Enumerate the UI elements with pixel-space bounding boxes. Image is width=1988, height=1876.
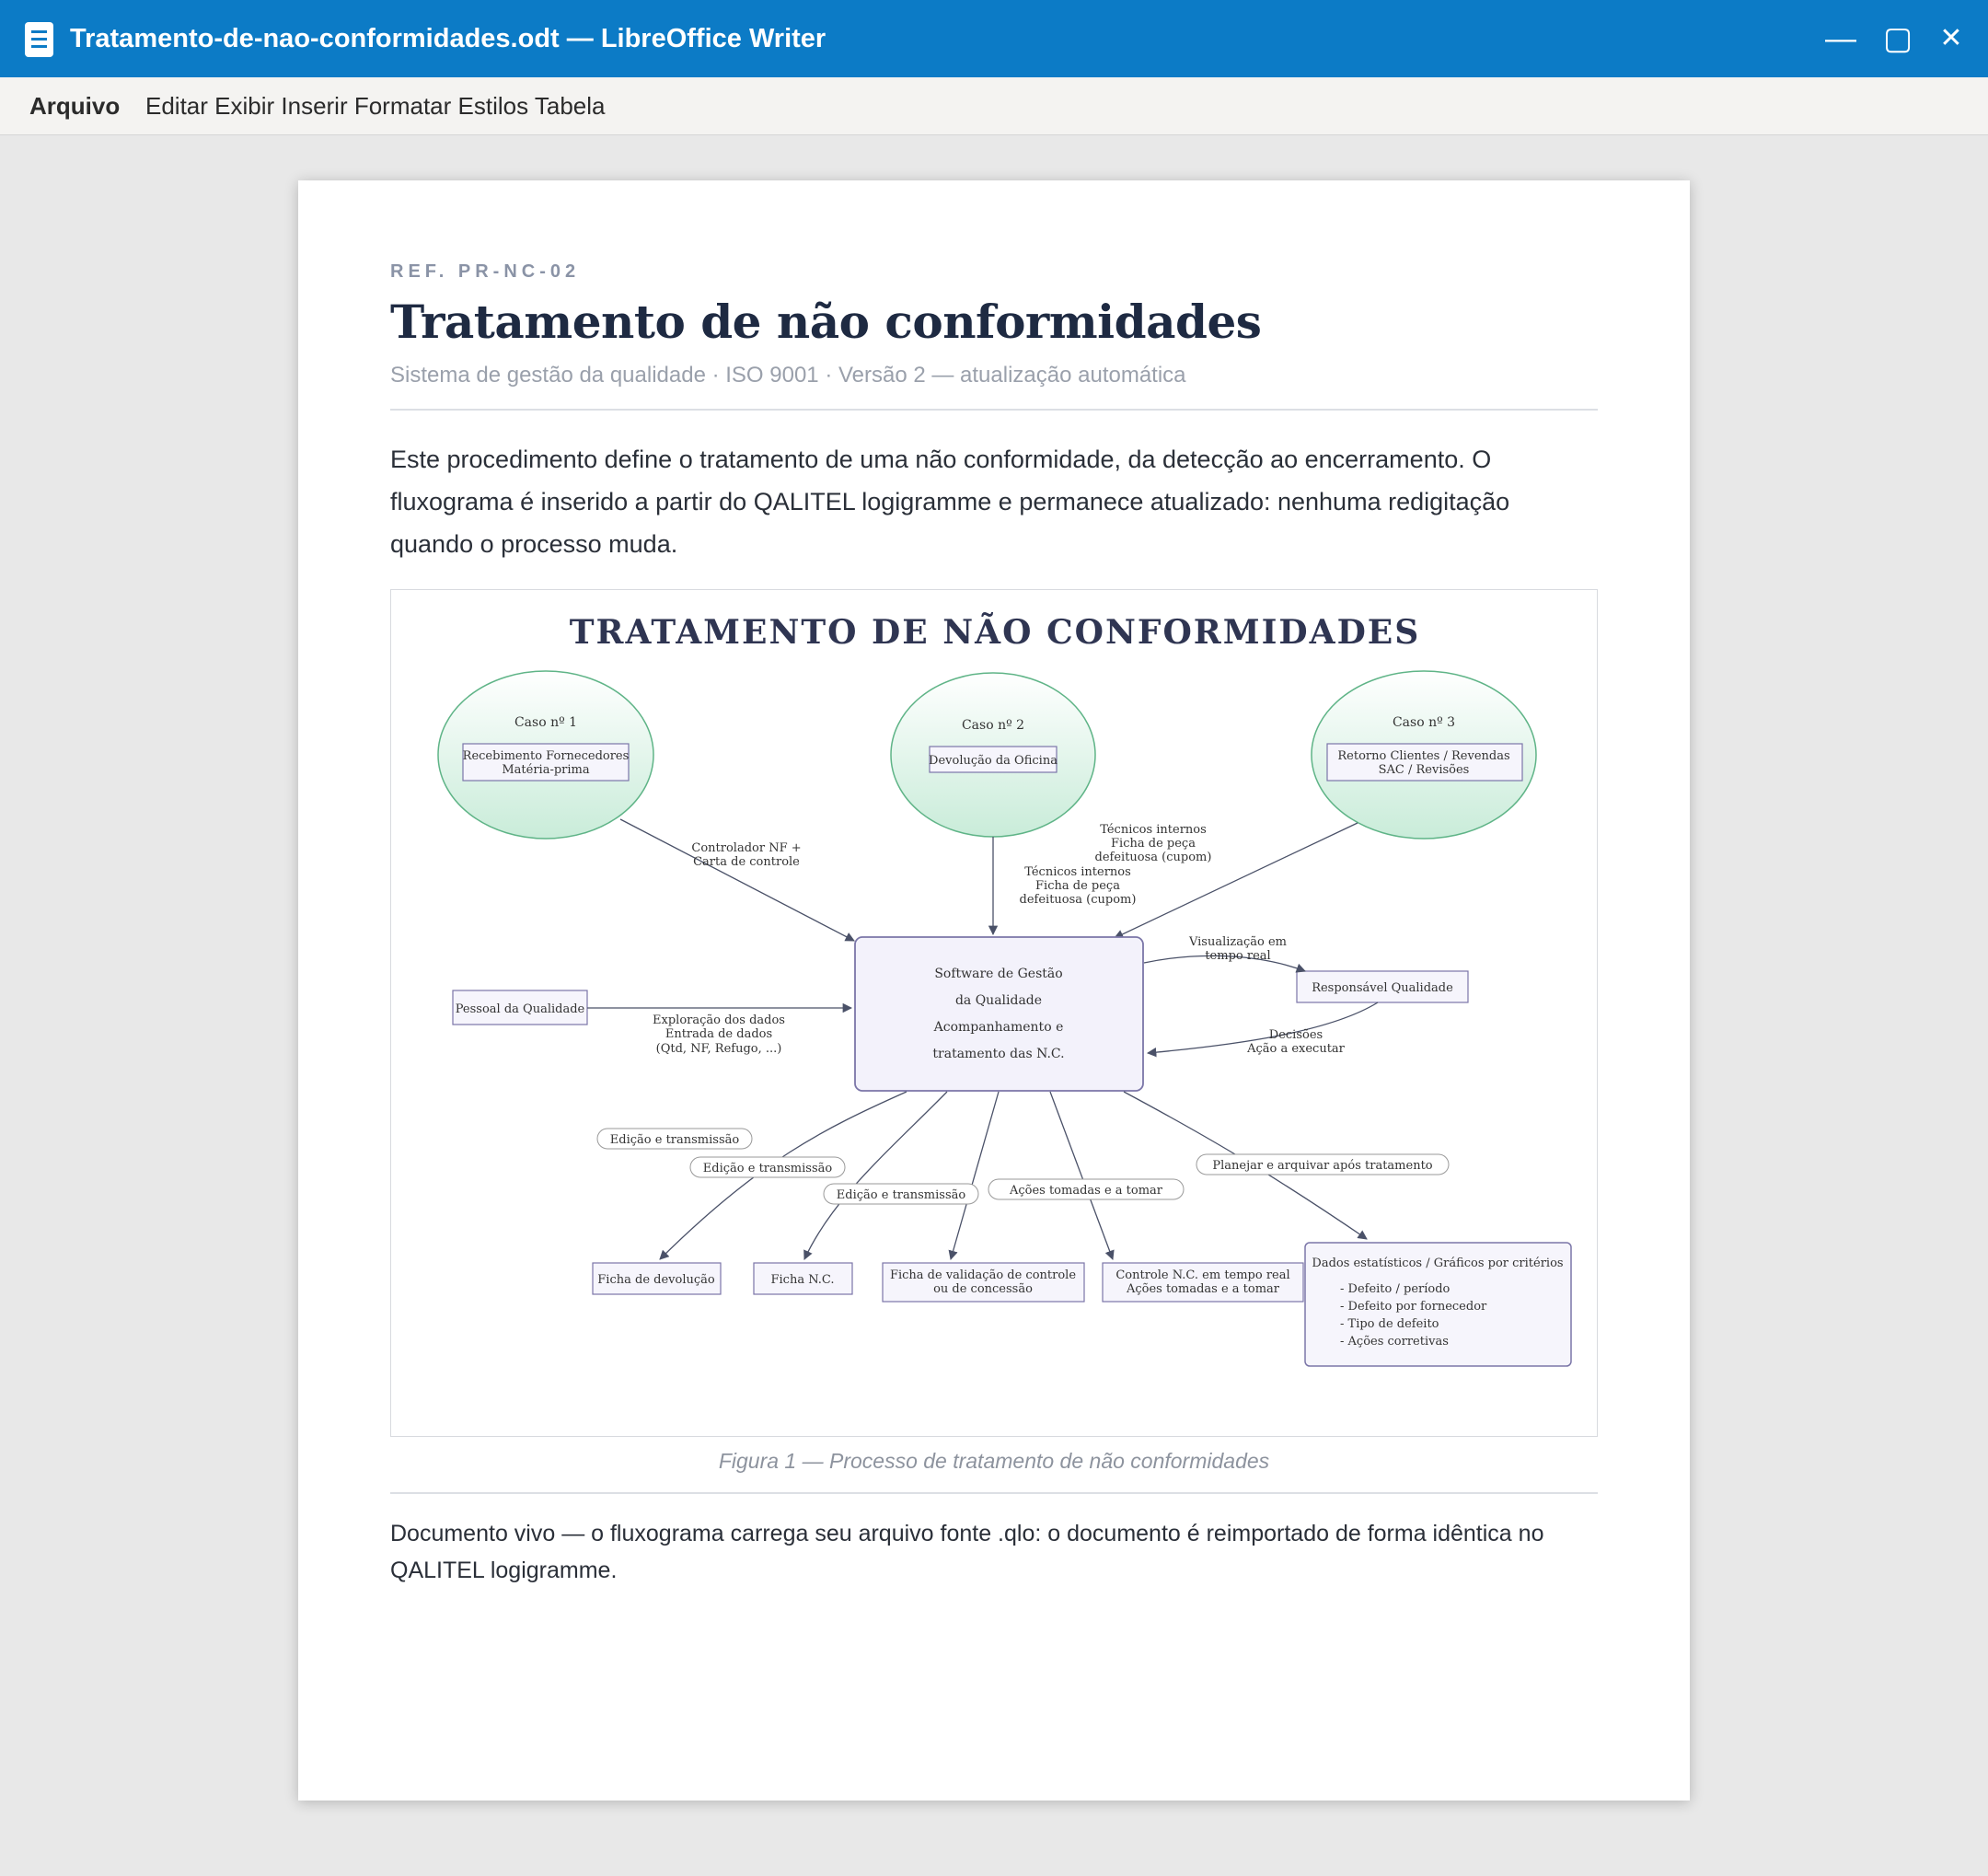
pill-edicao-2 [690, 1157, 845, 1177]
title-bar [0, 0, 1988, 77]
svg-text:Planejar e arquivar após trata: Planejar e arquivar após tratamento [1212, 1159, 1433, 1173]
document-ref: REF. PR-NC-02 [390, 261, 581, 282]
output-ficha-devolucao [593, 1263, 721, 1294]
edge-case3-line2: Ficha de peça [1111, 837, 1196, 851]
menu-bar [0, 77, 1988, 135]
center-line3: Acompanhamento e [933, 1020, 1064, 1035]
svg-text:Ficha de devolução: Ficha de devolução [597, 1273, 715, 1287]
arrow-controle [1050, 1092, 1113, 1259]
arrow-ficha-validacao [951, 1092, 999, 1259]
svg-text:Ficha N.C.: Ficha N.C. [770, 1273, 835, 1287]
edge-dec-line1: Decisões [1268, 1028, 1323, 1042]
case-1-line1: Recebimento Fornecedores [462, 749, 630, 763]
svg-text:Ficha de validação de controle: Ficha de validação de controle [889, 1268, 1077, 1282]
pill-edicao-1 [597, 1129, 752, 1149]
maximize-button[interactable]: ▢ [1882, 21, 1913, 56]
edge-case3-line1: Técnicos internos [1100, 823, 1207, 837]
edge-dec-line2: Ação a executar [1247, 1042, 1345, 1056]
menu-arquivo[interactable]: Arquivo [29, 92, 121, 120]
center-line2: da Qualidade [954, 993, 1043, 1008]
svg-text:- Defeito / período: - Defeito / período [1340, 1282, 1451, 1296]
intro-paragraph: Este procedimento define o tratamento de uma não conformidade, da detecção ao encerramento. O fluxograma é inserido a partir do QALITEL logigramme e permanece atualizado: nenhuma redigitação quando o processo muda. [390, 446, 1510, 558]
svg-text:Dados estatísticos / Gráficos: Dados estatísticos / Gráficos por critérios [1312, 1256, 1564, 1270]
minimize-button[interactable]: — [1825, 21, 1856, 56]
responsavel-qualidade-box [1297, 971, 1468, 1002]
edge-case1-line1: Controlador NF + [691, 841, 802, 855]
output-controle [1103, 1263, 1303, 1302]
divider [390, 1492, 1598, 1494]
edge-vis-line1: Visualização em [1188, 935, 1288, 949]
closing-paragraph: Documento vivo — o fluxograma carrega seu arquivo fonte .qlo: o documento é reimportado de forma idêntica no QALITEL logigramme. [390, 1521, 1544, 1583]
pill-edicao-3 [824, 1184, 978, 1204]
svg-text:Ações tomadas e a tomar: Ações tomadas e a tomar [1126, 1282, 1280, 1296]
figure-caption: Figura 1 — Processo de tratamento de não conformidades [718, 1449, 1270, 1473]
center-line1: Software de Gestão [934, 967, 1063, 981]
diagram-title: TRATAMENTO DE NÃO CONFORMIDADES [569, 613, 1421, 652]
responsavel-label: Responsável Qualidade [1312, 981, 1453, 995]
case-1-title: Caso nº 1 [514, 715, 578, 730]
case-1-ellipse [438, 671, 653, 839]
svg-text:Edição e transmissão: Edição e transmissão [836, 1188, 966, 1202]
pill-acoes [988, 1179, 1184, 1199]
window-title: Tratamento-de-nao-conformidades.odt — LibreOffice Writer [70, 24, 826, 53]
case-1-line2: Matéria-prima [502, 763, 590, 777]
pessoal-qualidade-box [453, 990, 587, 1025]
pill-planejar [1196, 1154, 1449, 1175]
svg-text:Controle N.C. em tempo real: Controle N.C. em tempo real [1115, 1268, 1290, 1282]
case-3-line2: SAC / Revisões [1378, 763, 1470, 777]
center-software-box [855, 937, 1143, 1091]
edge-vis-line2: tempo real [1205, 949, 1271, 963]
svg-text:Edição e transmissão: Edição e transmissão [609, 1133, 740, 1147]
edge-pessoal-line2: Entrada de dados [665, 1027, 773, 1041]
flowchart-figure[interactable] [390, 589, 1598, 1437]
svg-text:- Defeito por fornecedor: - Defeito por fornecedor [1340, 1300, 1487, 1314]
close-button[interactable]: ✕ [1939, 23, 1963, 53]
svg-text:Ações tomadas e a tomar: Ações tomadas e a tomar [1009, 1184, 1163, 1198]
flowchart-diagram [391, 590, 1599, 1438]
case-3-ellipse [1312, 671, 1536, 839]
case-2-ellipse [891, 673, 1095, 837]
svg-text:ou de concessão: ou de concessão [933, 1282, 1033, 1296]
case-3-title: Caso nº 3 [1392, 715, 1456, 730]
output-ficha-validacao [883, 1263, 1084, 1302]
edge-case1-line2: Carta de controle [693, 855, 800, 869]
document-page[interactable] [298, 180, 1690, 1801]
case-2-line1: Devolução da Oficina [929, 754, 1058, 768]
pessoal-label: Pessoal da Qualidade [455, 1002, 585, 1016]
menu-items[interactable]: Editar Exibir Inserir Formatar Estilos Tabela [145, 92, 606, 120]
edge-case2-line2: Ficha de peça [1035, 879, 1120, 893]
edge-case2-line1: Técnicos internos [1024, 865, 1131, 879]
document-subtitle: Sistema de gestão da qualidade · ISO 9001 · Versão 2 — atualização automática [390, 363, 1186, 388]
case-2-title: Caso nº 2 [961, 718, 1025, 733]
document-title: Tratamento de não conformidades [390, 295, 1262, 349]
svg-text:- Ações corretivas: - Ações corretivas [1340, 1335, 1449, 1349]
edge-pessoal-line3: (Qtd, NF, Refugo, ...) [655, 1042, 782, 1056]
center-line4: tratamento das N.C. [932, 1047, 1065, 1061]
edge-pessoal-line1: Exploração dos dados [653, 1013, 785, 1027]
edge-case3-line3: defeituosa (cupom) [1094, 851, 1212, 864]
arrow-case1 [620, 819, 854, 941]
output-dados-estatisticos [1305, 1243, 1571, 1366]
case-3-line1: Retorno Clientes / Revendas [1337, 749, 1510, 763]
svg-text:- Tipo de defeito: - Tipo de defeito [1340, 1317, 1439, 1331]
document-icon [25, 22, 53, 57]
svg-text:Edição e transmissão: Edição e transmissão [702, 1162, 833, 1175]
edge-case2-line3: defeituosa (cupom) [1019, 893, 1137, 907]
output-ficha-nc [754, 1263, 852, 1294]
divider [390, 409, 1598, 411]
